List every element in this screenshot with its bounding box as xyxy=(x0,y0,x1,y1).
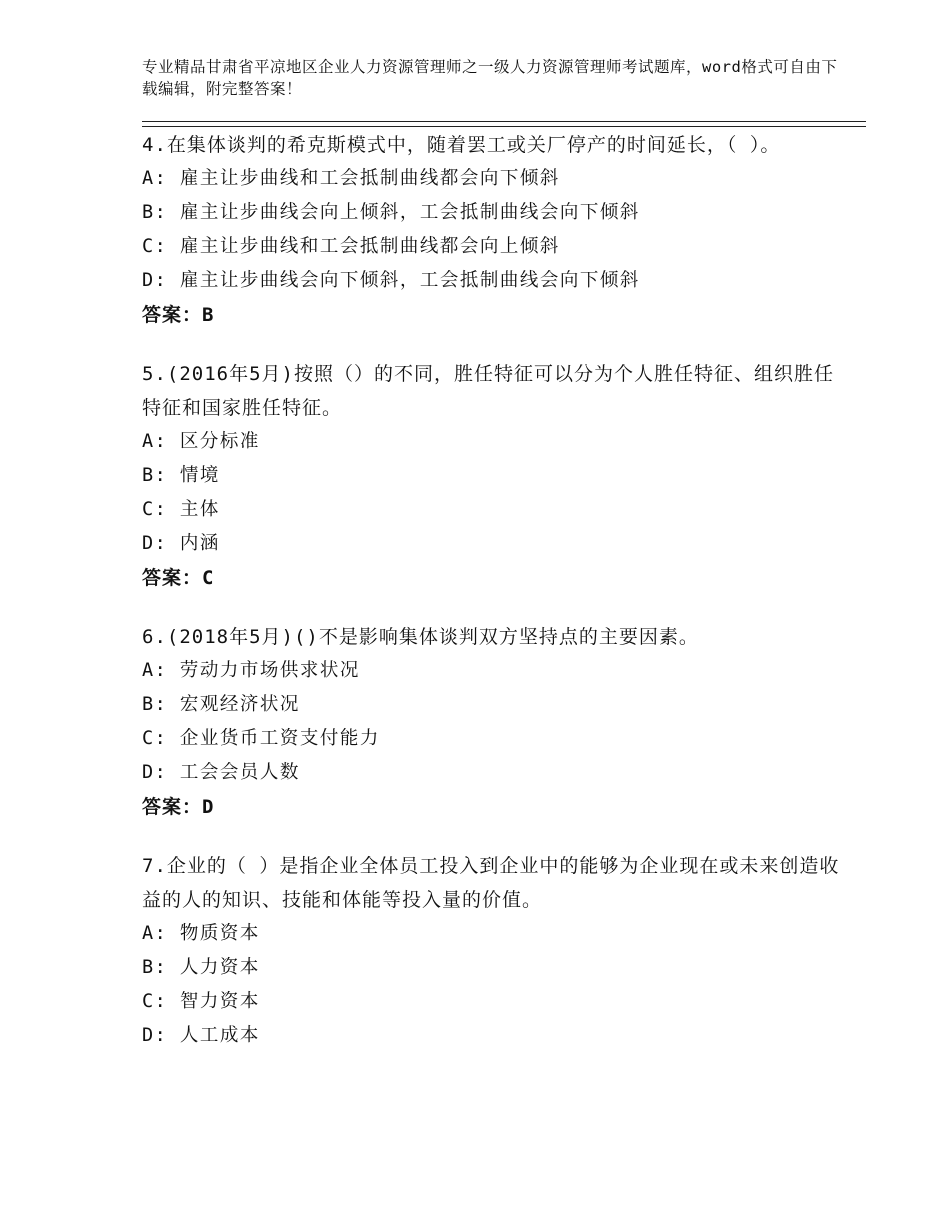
question-4 xyxy=(142,128,842,332)
option-d: D: 雇主让步曲线会向下倾斜，工会抵制曲线会向下倾斜 xyxy=(142,270,640,291)
header-double-rule xyxy=(142,121,866,127)
option-b: B: 雇主让步曲线会向上倾斜，工会抵制曲线会向下倾斜 xyxy=(142,202,640,223)
option-a: A: 雇主让步曲线和工会抵制曲线都会向下倾斜 xyxy=(142,168,560,189)
option-a: A: 区分标准 xyxy=(142,431,260,452)
question-text: 6.(2018年5月)()不是影响集体谈判双方坚持点的主要因素。 xyxy=(142,626,699,648)
option-b: B: 宏观经济状况 xyxy=(142,694,300,715)
option-a: A: 物质资本 xyxy=(142,923,260,944)
question-6 xyxy=(142,620,842,824)
question-7 xyxy=(142,849,842,1053)
option-d: D: 工会会员人数 xyxy=(142,762,300,783)
option-d: D: 人工成本 xyxy=(142,1025,260,1046)
option-c: C: 雇主让步曲线和工会抵制曲线都会向上倾斜 xyxy=(142,236,560,257)
answer-label: 答案：B xyxy=(142,304,215,326)
option-c: C: 主体 xyxy=(142,499,220,520)
option-d: D: 内涵 xyxy=(142,533,220,554)
question-5 xyxy=(142,357,842,595)
document-header: 专业精品甘肃省平凉地区企业人力资源管理师之一级人力资源管理师考试题库，word格式可自由下载编辑，附完整答案！ xyxy=(142,58,838,98)
option-b: B: 人力资本 xyxy=(142,957,260,978)
answer-label: 答案：D xyxy=(142,796,215,818)
question-text: 7.企业的（ ）是指企业全体员工投入到企业中的能够为企业现在或未来创造收益的人的知识、技能和体能等投入量的价值。 xyxy=(142,855,840,911)
option-c: C: 智力资本 xyxy=(142,991,260,1012)
option-b: B: 情境 xyxy=(142,465,220,486)
question-text: 4.在集体谈判的希克斯模式中，随着罢工或关厂停产的时间延长，（ ）。 xyxy=(142,134,781,156)
option-c: C: 企业货币工资支付能力 xyxy=(142,728,380,749)
question-list xyxy=(142,128,842,1078)
question-text: 5.(2016年5月)按照（）的不同，胜任特征可以分为个人胜任特征、组织胜任特征和国家胜任特征。 xyxy=(142,363,834,419)
option-a: A: 劳动力市场供求状况 xyxy=(142,660,360,681)
answer-label: 答案：C xyxy=(142,567,215,589)
